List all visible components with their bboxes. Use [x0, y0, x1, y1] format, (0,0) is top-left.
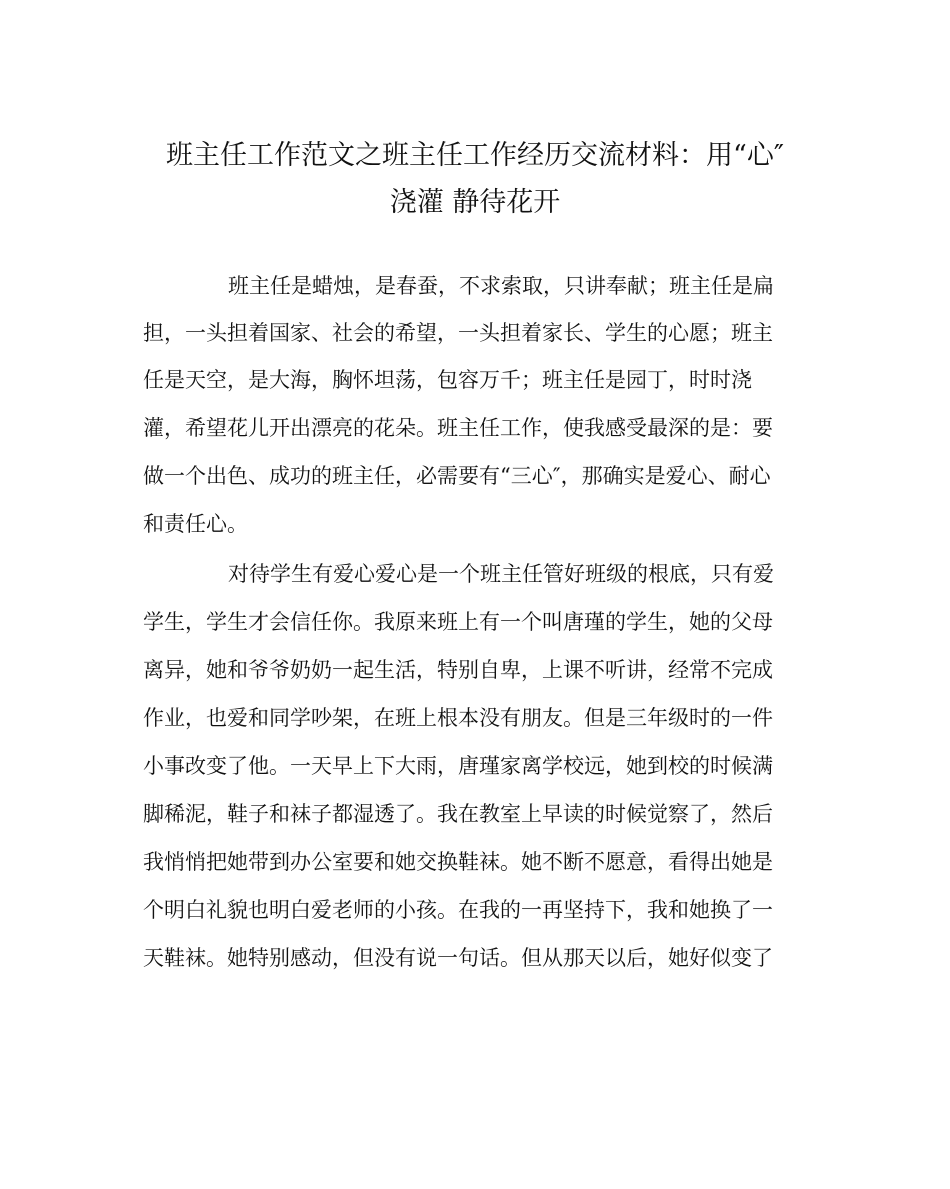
document-title-line-2: 浇灌 静待花开 [389, 187, 561, 218]
text-line: 离异，她和爷爷奶奶一起生活，特别自卑，上课不听讲，经常不完成 [143, 658, 773, 682]
text-line: 学生，学生才会信任你。我原来班上有一个叫唐瑾的学生，她的父母 [143, 610, 773, 634]
text-line: 脚稀泥，鞋子和袜子都湿透了。我在教室上早读的时候觉察了，然后 [143, 802, 773, 826]
text-line: 担，一头担着国家、社会的希望，一头担着家长、学生的心愿；班主 [143, 321, 773, 345]
text-line: 个明白礼貌也明白爱老师的小孩。在我的一再坚持下，我和她换了一 [143, 898, 773, 922]
text-line: 我悄悄把她带到办公室要和她交换鞋袜。她不断不愿意，看得出她是 [143, 850, 773, 874]
text-line: 小事改变了他。一天早上下大雨，唐瑾家离学校远，她到校的时候满 [143, 754, 773, 778]
text-line: 作业，也爱和同学吵架，在班上根本没有朋友。但是三年级时的一件 [143, 706, 773, 730]
document-title-line-1: 班主任工作范文之班主任工作经历交流材料：用“心″ [166, 140, 784, 171]
text-line: 任是天空，是大海，胸怀坦荡，包容万千；班主任是园丁，时时浇 [143, 368, 752, 392]
text-line: 做一个出色、成功的班主任，必需要有“三心″，那确实是爱心、耐心 [143, 464, 771, 488]
text-line: 灌，希望花儿开出漂亮的花朵。班主任工作，使我感受最深的是：要 [143, 416, 773, 440]
text-line: 天鞋袜。她特别感动，但没有说一句话。但从那天以后，她好似变了 [143, 946, 773, 970]
text-line: 班主任是蜡烛，是春蚕，不求索取，只讲奉献；班主任是扁 [228, 274, 774, 298]
text-line: 对待学生有爱心爱心是一个班主任管好班级的根底，只有爱 [228, 562, 774, 586]
text-line: 和责任心。 [143, 512, 248, 536]
